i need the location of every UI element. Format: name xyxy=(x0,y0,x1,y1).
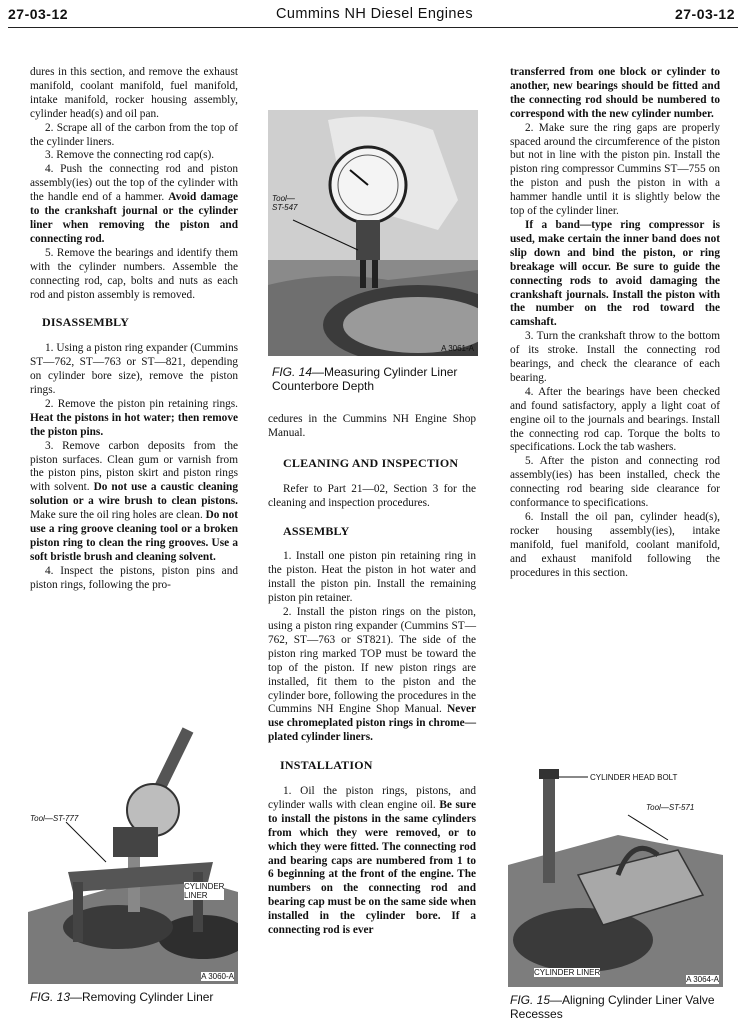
caution-text: transferred from one block or cylinder to another, new bearings should be fitted and the connecting rod should be numbered to correspond with the new cylinder number. xyxy=(510,66,720,120)
paragraph xyxy=(268,785,476,938)
caution-text: Do not use a ring groove cleaning tool or a broken piston ring to clean the ring grooves. Use a soft bristle brush and cleaning solvent. xyxy=(30,509,238,563)
paragraph xyxy=(30,163,238,246)
caution-text: Be sure to install the pistons in the same cylinders from which they were removed, or to which they were fitted. The connecting rod and bearing caps are numbered from 1 to 6 beginning at the front of the engine. The numbers on the connecting rod and bearing cap must be on the same side when installed in the cylinder bore. If a connecting rod is ever xyxy=(268,798,476,937)
figure-code: A 3064-A xyxy=(686,975,719,984)
caption-text: —Measuring Cylinder Liner Counterbore Depth xyxy=(272,365,458,393)
page-number-left: 27-03-12 xyxy=(8,6,69,22)
caption-text: —Removing Cylinder Liner xyxy=(70,990,214,1004)
cylinder-liner-label: CYLINDER LINER xyxy=(534,968,601,977)
liner-puller-photo xyxy=(28,722,238,984)
caution-text: If a band—type ring compressor is used, make certain the inner band does not slip down and bind the piston, or ring breakage will occur. Be sure to guide the connecting rods to avoid damaging the crankshaft journals. Install the piston with the number on the rod toward the camshaft. xyxy=(510,218,720,329)
paragraph xyxy=(30,440,238,565)
heading-installation: INSTALLATION xyxy=(280,758,373,773)
paragraph xyxy=(268,606,476,745)
heading-assembly: ASSEMBLY xyxy=(283,523,350,538)
figure-14-caption xyxy=(272,365,482,393)
paragraph: 1. Using a piston ring expander (Cummins ST—762, ST—763 or ST—821, depending on cylinder bore size), remove the piston rings. xyxy=(30,342,238,397)
header-rule xyxy=(8,27,738,28)
caption-text: —Aligning Cylinder Liner Valve Recesses xyxy=(510,993,715,1021)
text: 2. Install the piston rings on the piston, using a piston ring expander (Cummins ST—762, ST—763 or ST821). The side of the piston ring marked TOP must be toward the top of the piston. If new piston rings are installed, fit them to the piston and the cylinder bore, following the procedures in the Cummins NH Engine Shop Manual. xyxy=(268,606,476,716)
column-left xyxy=(30,66,238,593)
paragraph: 2. Scrape all of the carbon from the top of the cylinder liners. xyxy=(30,121,238,148)
text: 2. Remove the piston pin retaining rings. xyxy=(45,397,238,410)
running-title: Cummins NH Diesel Engines xyxy=(276,6,473,22)
figure-number: FIG. 15 xyxy=(510,993,551,1007)
paragraph: 1. Install one piston pin retaining ring in the piston. Heat the piston in hot water and install the piston pin. Install the remaining piston pin retainer. xyxy=(268,550,476,605)
paragraph: dures in this section, and remove the exhaust manifold, coolant manifold, fuel manifold, intake manifold, rocker housing assembly, cylinder head(s) and oil pan. xyxy=(30,66,238,120)
text: Make sure the oil ring holes are clean. xyxy=(30,509,206,522)
paragraph: 3. Turn the crankshaft throw to the bottom of its stroke. Install the connecting rod bearings, and check the clearance of each bearing. xyxy=(510,330,720,384)
cylinder-liner-label: CYLINDER LINER xyxy=(184,882,225,900)
figure-number: FIG. 14 xyxy=(272,365,313,379)
tool-label: Tool—ST-777 xyxy=(30,814,79,823)
figure-number: FIG. 13 xyxy=(30,990,71,1004)
caution-text: Avoid damage to the crankshaft journal or the cylinder liner when removing the piston and connecting rod. xyxy=(30,191,239,245)
paragraph: 4. Inspect the pistons, piston pins and piston rings, following the pro- xyxy=(30,564,238,591)
figure-15-photo xyxy=(508,765,723,987)
caution-text: Do not use a caustic cleaning solution or a wire brush to clean pistons. xyxy=(30,481,238,508)
liner-alignment-photo xyxy=(508,765,723,987)
figure-14-photo xyxy=(268,110,478,356)
figure-15-caption xyxy=(510,993,725,1021)
figure-code: A 3061-A xyxy=(441,344,474,353)
paragraph: Refer to Part 21—02, Section 3 for the cleaning and inspection procedures. xyxy=(268,482,476,509)
paragraph: 5. After the piston and connecting rod assembly(ies) has been installed, check the connecting rod bearing side clearance for conformance to specifications. xyxy=(510,455,720,510)
heading-cleaning: CLEANING AND INSPECTION xyxy=(283,455,459,470)
text: 3. Remove carbon deposits from the piston surfaces. Clean gum or varnish from the piston pins, piston skirt and piston rings with solvent. xyxy=(30,439,238,494)
cylinder-head-bolt-label: CYLINDER HEAD BOLT xyxy=(590,773,678,782)
paragraph: 4. After the bearings have been checked and found satisfactory, apply a light coat of engine oil to the journals and bearings. Install the connecting rod cap. Torque the bolts to specifications. Lock the tab washers. xyxy=(510,385,720,454)
dial-gauge-photo xyxy=(268,110,478,356)
heading-disassembly: DISASSEMBLY xyxy=(42,315,130,330)
paragraph: 3. Remove the connecting rod cap(s). xyxy=(45,149,215,162)
tool-label: Tool— ST-547 xyxy=(272,194,298,212)
column-right xyxy=(510,66,720,581)
paragraph: 6. Install the oil pan, cylinder head(s), rocker housing assembly(ies), intake manifold, fuel manifold, coolant manifold, and exhaust manifold following the procedures in this section. xyxy=(510,511,720,579)
figure-13-photo xyxy=(28,722,238,984)
text: 1. Oil the piston rings, pistons, and cylinder walls with clean engine oil. xyxy=(268,785,476,811)
figure-13-caption xyxy=(30,990,240,1004)
caution-text: Heat the pistons in hot water; then remove the piston pins. xyxy=(30,411,238,438)
text: 4. Push the connecting rod and piston assembly(ies) out the top of the cylinder with the handle end of a hammer. xyxy=(30,163,238,204)
paragraph: 2. Make sure the ring gaps are properly spaced around the circumference of the piston but not in line with the piston pin. Install the piston ring compressor Cummins ST—755 on the piston and push the piston in with a hammer handle until it is slightly below the top of the cylinder liner. xyxy=(510,121,720,218)
paragraph: cedures in the Cummins NH Engine Shop Manual. xyxy=(268,413,476,439)
paragraph xyxy=(30,398,238,440)
caution-text: Never use chromeplated piston rings in chrome—plated cylinder liners. xyxy=(268,703,476,744)
page-number-right: 27-03-12 xyxy=(674,6,735,22)
figure-code: A 3060-A xyxy=(201,972,234,981)
paragraph: 5. Remove the bearings and identify them with the cylinder numbers. Assemble the connecting rod, cap, bolts and nuts as each rod and piston assembly is removed. xyxy=(30,246,238,301)
column-middle xyxy=(268,413,476,938)
tool-label: Tool—ST-571 xyxy=(646,803,695,812)
